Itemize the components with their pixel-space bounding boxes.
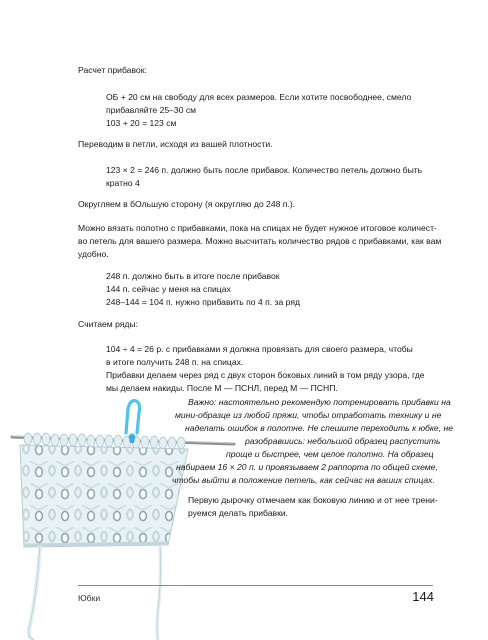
footer-divider xyxy=(78,585,433,586)
possible-line-2: во петель для вашего размера. Можно высчитать количество рядов с прибавками, как вам xyxy=(78,236,442,246)
calc-line-3: 103 + 20 = 123 см xyxy=(106,118,177,128)
note-line-5: проще и быстрее, чем целое полотно. На образец xyxy=(226,449,434,459)
note-line-7: чтобы выйти в положение петель, как сейчас на ваших спицах. xyxy=(172,475,435,485)
page-number: 144 xyxy=(412,589,434,604)
first-hole-line-2: руемся делать прибавки. xyxy=(188,508,289,518)
footer-chapter: Юбки xyxy=(78,593,101,603)
first-hole-line-1: Первую дырочку отмечаем как боковую линию и от нее трени- xyxy=(188,495,438,505)
convert-line-1: 123 × 2 = 246 п. должно быть после прибавок. Количество петель должно быть xyxy=(106,165,423,175)
counts-line-1: 248 п. должно быть в итоге после прибавок xyxy=(106,271,280,281)
rows-heading: Считаем ряды: xyxy=(78,319,138,329)
convert-heading: Переводим в петли, исходя из вашей плотности. xyxy=(78,139,273,149)
note-line-6: набираем 16 × 20 п. и провязываем 2 раппорта по общей схеме, xyxy=(176,462,438,472)
possible-line-3: удобно. xyxy=(78,249,109,259)
calc-heading: Расчет прибавок: xyxy=(78,65,147,75)
calc-line-2: прибавляйте 25–30 см xyxy=(106,105,197,115)
knitted-fabric xyxy=(20,445,188,547)
possible-line-1: Можно вязать полотно с прибавками, пока на спицах не будет нужное итоговое количест- xyxy=(78,223,437,233)
note-line-1: Важно: настоятельно рекомендую потренировать прибавки на xyxy=(188,397,451,407)
rows-line-2: в итоге получить 248 п. на спицах. xyxy=(106,357,244,367)
convert-line-2: кратно 4 xyxy=(106,178,140,188)
rounding-text: Округляем в бОльшую сторону (я округляю до 248 п.). xyxy=(78,199,296,209)
rows-line-1: 104 ÷ 4 = 26 р. с прибавками я должна провязать для своего размера, чтобы xyxy=(106,344,413,354)
note-line-2: мини-образце из любой пряжи, чтобы отработать технику и не xyxy=(175,410,442,420)
note-line-3: наделать ошибок в полотне. Не спешите переходить к юбке, не xyxy=(185,423,454,433)
counts-line-2: 144 п. сейчас у меня на спицах xyxy=(106,284,231,294)
note-line-4: разобравшись: небольшой образец распустить xyxy=(245,436,441,446)
rows-line-4: мы делаем накиды. После М — ПСНЛ, перед М — ПСНП. xyxy=(106,383,338,393)
calc-line-1: ОБ + 20 см на свободу для всех размеров. Если хотите посвободнее, смело xyxy=(106,92,412,102)
counts-line-3: 248–144 = 104 п. нужно прибавить по 4 п. за ряд xyxy=(106,297,300,307)
rows-line-3: Прибавки делаем через ряд с двух сторон боковых линий в том ряду узора, где xyxy=(106,370,425,380)
